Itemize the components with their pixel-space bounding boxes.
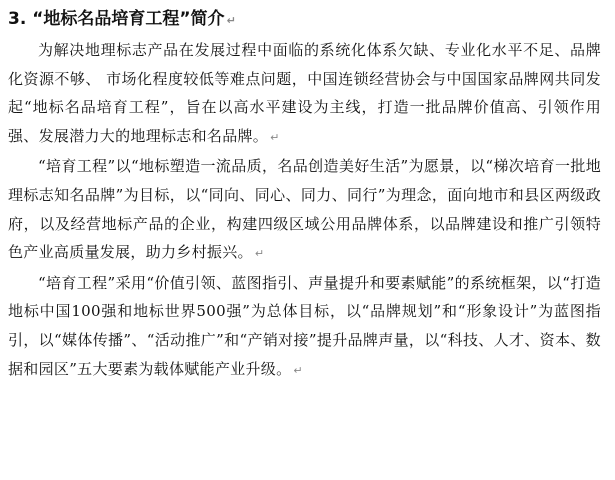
paragraph-mark-icon: ↵ xyxy=(293,363,303,377)
paragraph-mark-icon: ↵ xyxy=(254,247,265,261)
paragraph-2-text: “培育工程”以“地标塑造一流品质，名品创造美好生活”为愿景，以“梯次培育一批地理标志知名品牌”为目标，以“同向、同心、同力、同行”为理念，面向地市和县区两级政府，以及经营地标产品的企业，构建四级区域公用品牌体系，以品牌建设和推广引领特色产业高质量发展，助力乡村振兴。 xyxy=(8,157,601,262)
section-heading xyxy=(8,6,601,34)
paragraph-1 xyxy=(8,36,601,152)
paragraph-3 xyxy=(8,269,601,385)
paragraph-mark-icon: ↵ xyxy=(226,14,236,27)
paragraph-mark-icon: ↵ xyxy=(270,130,280,144)
paragraph-2 xyxy=(8,152,601,268)
paragraph-3-text: “培育工程”采用“价值引领、蓝图指引、声量提升和要素赋能”的系统框架，以“打造地标中国100强和地标世界500强”为总体目标，以“品牌规划”和“形象设计”为蓝图指引，以“媒体传播”、“活动推广”和“产销对接”提升品牌声量，以“科技、人才、资本、数据和园区”五大要素为载体赋能产业升级。 xyxy=(8,273,601,378)
paragraph-1-text: 为解决地理标志产品在发展过程中面临的系统化体系欠缺、专业化水平不足、品牌化资源不够、 市场化程度较低等难点问题，中国连锁经营协会与中国国家品牌网共同发起“地标名品培育工程”，旨在以高水平建设为主线，打造一批品牌价值高、引领作用强、发展潜力大的地理标志和名品牌。 xyxy=(8,41,601,145)
section-heading-text: 3. “地标名品培育工程”简介 xyxy=(8,9,225,29)
